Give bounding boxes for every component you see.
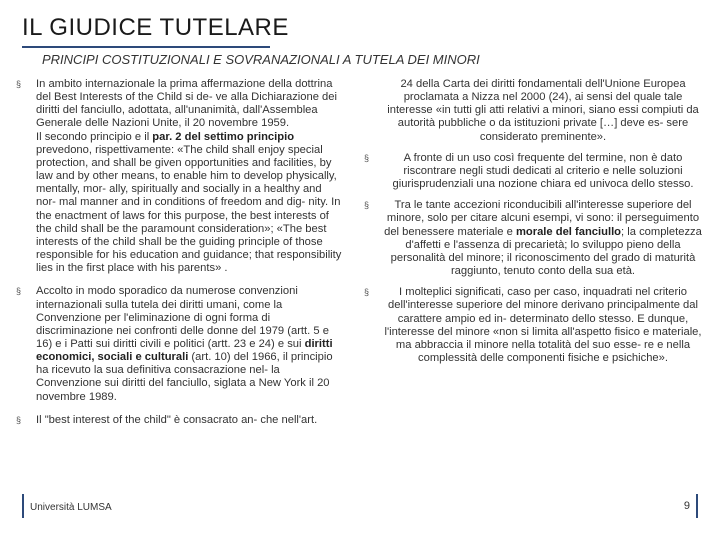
page-subtitle: PRINCIPI COSTITUZIONALI E SOVRANAZIONALI A TUTELA DEI MINORI (42, 52, 480, 67)
text-run: Accolto in modo sporadico da numerose convenzioni internazionali sulla tutela dei diritti umani, come la Convenzione per l'eliminazione di ogni forma di discriminazione nei confronti delle donne del 1979 (artt. 5 e 16) e i Patti sui diritti civili e politici (artt. 23 e 24) e sui (36, 285, 329, 350)
bold-text: par. 2 del settimo principio (152, 130, 295, 143)
right-continuation (364, 78, 702, 144)
bullet-icon: § (16, 286, 22, 297)
paragraph: 24 della Carta dei diritti fondamentali dell'Unione Europea proclamata a Nizza nel 2000 (24), ai sensi del quale tale interesse «in tutti gli atti relativi a minori, siano essi compiuti da autorità pubbliche o da istituzioni private […] deve es- sere considerato preminente». (387, 78, 699, 143)
text-run: ; la completezza d'affetti e l'assenza di precarietà; lo sviluppo pieno della personalità del minore; il riconoscimento del grado di maturità raggiunto, tenuto conto della sua età. (390, 225, 702, 278)
bullet-icon: § (364, 200, 370, 211)
text-run: (art. 10) del 1966, il principio ha ricevuto la sua definitiva consacrazione nel- la Convenzione sui diritti del fanciullo, siglata a New York il 20 novembre 1989. (36, 351, 333, 403)
paragraph: Il "best interest of the child" è consacrato an- che nell'art. (36, 413, 318, 426)
paragraph (36, 131, 344, 276)
bullet-icon: § (16, 414, 22, 425)
page-number: 9 (683, 500, 690, 512)
bold-text: morale del fanciullo (515, 225, 622, 238)
footer-institution: Università LUMSA (30, 502, 112, 513)
bullet-icon: § (364, 152, 370, 163)
right-bullet-item-2 (364, 199, 702, 278)
text-run: prevedono, rispettivamente: «The child shall enjoy special protection, and shall be given opportunities and facilities, by law and by other means, to enable him to develop physically, mentally, mor- ally, spiritually and socially in a healthy and nor- mal manner and in conditions of freedom and dig- nity. In the enactment of laws for this purpose, the best interests of the child shall be the paramount consideration»; «The best interests of the child shall be the guiding principle of those responsible for his education and guidance; that responsibility lies in the first place with his parents» . (36, 143, 342, 275)
bullet-icon: § (364, 287, 370, 298)
right-bullet-item-1 (364, 152, 702, 191)
right-column (364, 78, 702, 373)
paragraph (36, 285, 344, 403)
text-run: Il secondo principio e il (36, 130, 153, 143)
left-column (16, 78, 344, 435)
title-underline (22, 46, 270, 48)
page-number-accent-bar (696, 494, 698, 518)
left-bullet-item-1 (16, 78, 344, 275)
paragraph: A fronte di un uso così frequente del termine, non è dato riscontrare negli studi dedicati al criterio e nelle soluzioni giurisprudenziali una nozione chiara ed univoca dello stesso. (392, 151, 694, 191)
paragraph (384, 199, 702, 278)
left-bullet-item-3 (16, 414, 344, 427)
footer-accent-bar (22, 494, 24, 518)
left-bullet-item-2 (16, 285, 344, 403)
paragraph: In ambito internazionale la prima affermazione della dottrina del Best Interests of the Child si de- ve alla Dichiarazione dei diritti del fanciullo, adottata, all'unanimità, dall'Assemblea Generale delle Nazioni Unite, il 20 novembre 1959. (36, 78, 337, 130)
text-run: Tra le tante accezioni riconducibili all'interesse superiore del minore, solo per citare alcuni esempi, vi sono: il perseguimento del benessere materiale e (384, 199, 700, 238)
page-title: IL GIUDICE TUTELARE (22, 14, 289, 41)
right-bullet-item-3 (364, 286, 702, 365)
paragraph: I molteplici significati, caso per caso, inquadrati nel criterio dell'interesse superiore del minore derivano principalmente dal carattere ampio ed in- determinato dello stesso. E dunque, l'interesse del minore «non si limita all'aspetto fisico e materiale, ma abbraccia il minore nella totalità del suo esse- re e nella complessità delle componenti fisiche e psichiche». (384, 286, 702, 364)
bullet-icon: § (16, 79, 22, 89)
bold-text: diritti economici, sociali e culturali (36, 337, 333, 364)
